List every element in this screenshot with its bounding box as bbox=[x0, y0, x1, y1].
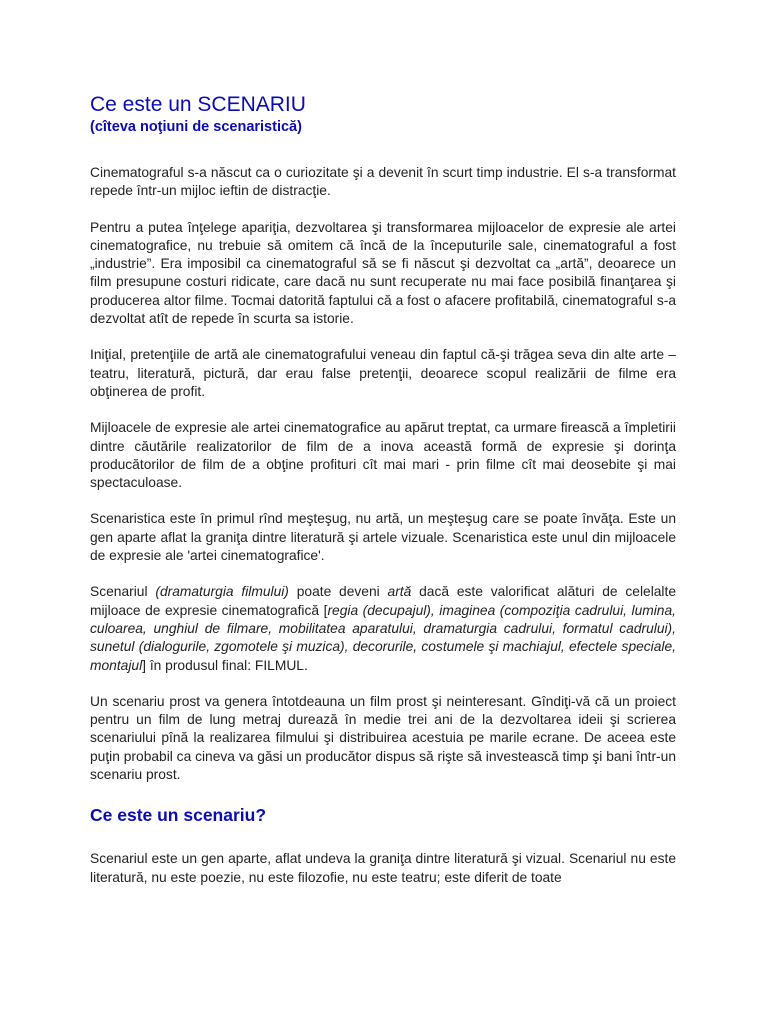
paragraph-6-text-1: Scenariul bbox=[90, 584, 156, 600]
document-body bbox=[90, 92, 676, 905]
paragraph-6 bbox=[90, 583, 676, 674]
paragraph-3: Iniţial, pretenţiile de artă ale cinematografului veneau din faptul că-şi trăgea seva din alte arte – teatru, literatură, pictură, dar erau false pretenţii, deoarece scopul realizării de filme era obţinerea de profit. bbox=[90, 347, 676, 399]
paragraph-6-text-3: dacă este valorificat alături de celelalte mijloace de expresie cinematografică [ bbox=[90, 584, 677, 618]
paragraph-2: Pentru a putea înţelege apariţia, dezvoltarea şi transformarea mijloacelor de expresie ale artei cinematografice, nu trebuie să omitem că încă de la începuturile sale, cinematograful a fost „industrie”. Era imposibil ca cinematograful să se fi născut şi dezvoltat ca „artă”, deoarece un film presupune costuri ridicate, care dacă nu sunt recuperate nu mai face posibilă finanţarea şi producerea altor filme. Tocmai datorită faptului că a fost o afacere profitabilă, cinematograful s-a dezvoltat atît de repede în scurta sa istorie. bbox=[90, 219, 676, 327]
paragraph-8: Scenariul este un gen aparte, aflat undeva la graniţa dintre literatură şi vizual. Scenariul nu este literatură, nu este poezie, nu este filozofie, nu este teatru; este diferit de toate bbox=[90, 851, 676, 885]
paragraph-5: Scenaristica este în primul rînd meşteşug, nu artă, un meşteşug care se poate învăţa. Este un gen aparte aflat la graniţa dintre literatură şi artele vizuale. Scenaristica este unul din mijloacele de expresie ale 'artei cinematografice'. bbox=[90, 511, 676, 564]
paragraph-6-italic-3: regia (decupajul), imaginea (compoziţia cadrului, lumina, culoarea, unghiul de filmare, mobilitatea aparatului, dramaturgia cadrului, formatul cadrului), sunetul (dialogurile, zgomotele şi muzica), decorurile, costumele şi machiajul, efectele speciale, montajul bbox=[90, 602, 676, 673]
paragraph-6-italic-1: (dramaturgia filmului) bbox=[155, 584, 289, 600]
paragraph-6-text-4: ] în produsul final: FILMUL. bbox=[142, 657, 308, 673]
paragraph-6-text-2: poate deveni bbox=[288, 584, 388, 600]
paragraph-1: Cinematograful s-a născut ca o curiozitate şi a devenit în scurt timp industrie. El s-a transformat repede într-un mijloc ieftin de distracţie. bbox=[90, 165, 676, 199]
paragraph-6-italic-2: artă bbox=[387, 584, 412, 600]
paragraph-7: Un scenariu prost va genera întotdeauna un film prost şi neinteresant. Gîndiţi-vă că un proiect pentru un film de lung metraj durează în medie trei ani de la dezvoltarea ideii şi scrierea scenariului pînă la realizarea filmului şi distribuirea acestuia pe marile ecrane. De aceea este puţin probabil ca cineva va găsi un producător dispus să rişte să investească timp şi bani într-un scenariu prost. bbox=[90, 693, 676, 783]
page-subtitle: (cîteva noţiuni de scenaristică) bbox=[90, 119, 302, 135]
paragraph-4: Mijloacele de expresie ale artei cinematografice au apărut treptat, ca urmare firească a împletirii dintre căutările realizatorilor de film de a inova această formă de expresie şi dorinţa producătorilor de film de a obţine profituri cît mai mari - prin filme cît mai deosebite şi mai spectaculoase. bbox=[90, 420, 676, 491]
page-title: Ce este un SCENARIU bbox=[90, 93, 306, 116]
section-heading: Ce este un scenariu? bbox=[90, 805, 267, 826]
